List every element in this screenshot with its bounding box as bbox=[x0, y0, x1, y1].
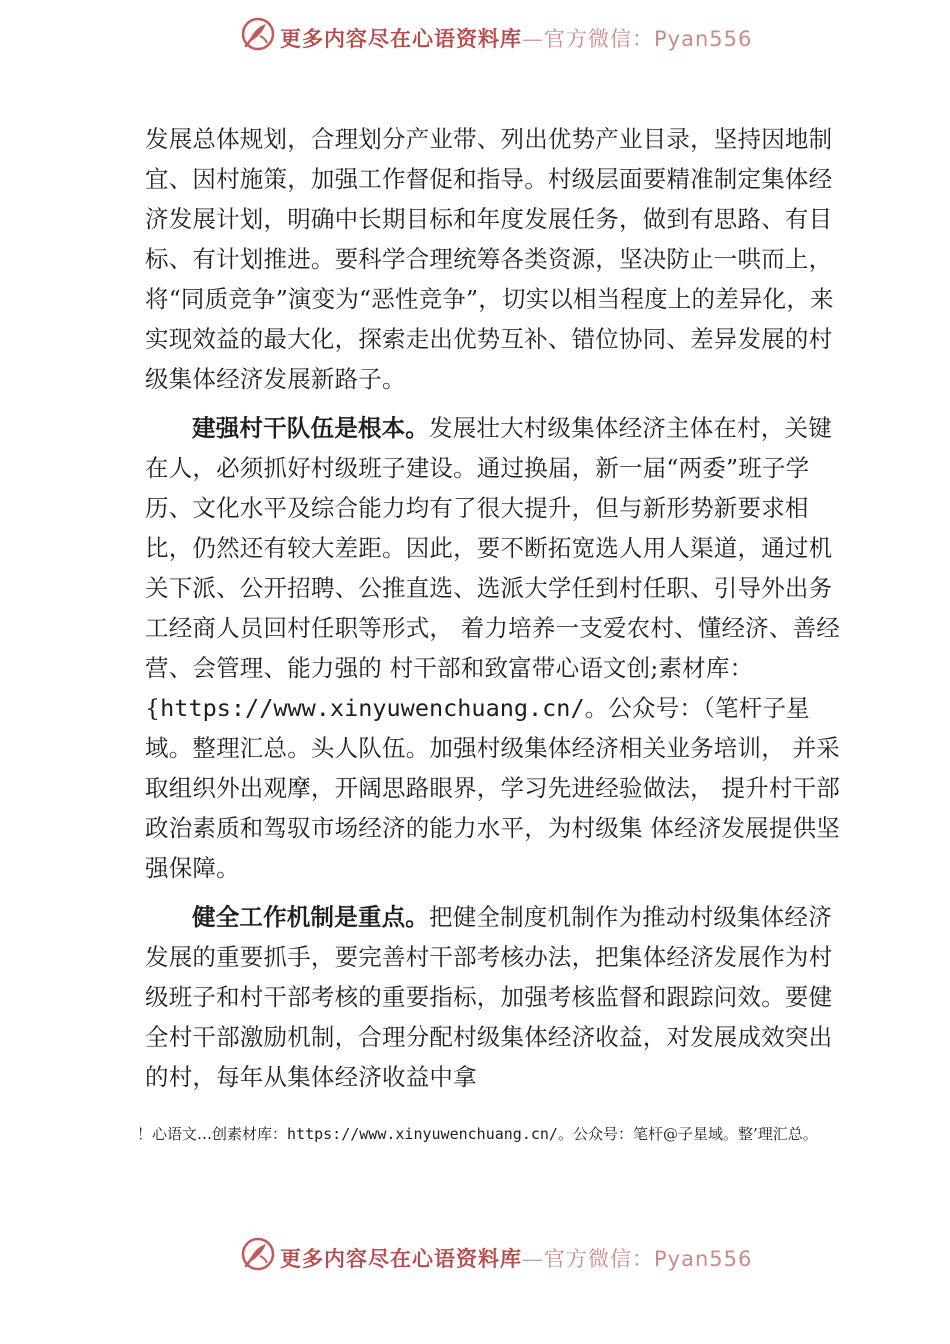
banner-separator: — bbox=[522, 1247, 544, 1271]
banner-wechat-label: 官方微信： bbox=[544, 1247, 654, 1271]
paragraph-2-heading: 建强村干队伍是根本。 bbox=[192, 414, 429, 442]
paragraph-2-text-b: 。公众号：（笔杆子星域。整理汇总。头人队伍。加强村级集体经济相关业务培训， 并采取组织外出观摩，开阔思路眼界，学习先进经验做法， 提升村干部政治素质和驾驭市场经济的能力水平，为村级集 体经济发展提供坚强保障。 bbox=[145, 694, 840, 882]
paragraph-1-text: 发展总体规划，合理划分产业带、列出优势产业目录，坚持因地制宜、因村施策，加强工作督促和指导。村级层面要精准制定集体经济发展计划，明确中长期目标和年度发展任务，做到有思路、有目标、有计划推进。要科学合理统筹各类资源，坚决防止一哄而上，将“同质竞争”演变为“恶性竞争”，切实以相当程度上的差异化，来实现效益的最大化，探索走出优势互补、错位协同、差异发展的村级集体经济发展新路子。 bbox=[145, 125, 834, 393]
banner-wechat-label: 官方微信： bbox=[544, 27, 654, 51]
banner-wechat-id: Pyan556 bbox=[654, 27, 753, 51]
xinyu-logo-icon bbox=[240, 1236, 276, 1272]
paragraph-2-link[interactable]: https://www.xinyuwenchuang.cn/ bbox=[160, 694, 585, 722]
paragraph-1 bbox=[145, 119, 845, 399]
banner-title: 更多内容尽在心语资料库 bbox=[280, 1246, 522, 1271]
paragraph-3-text: 把健全制度机制作为推动村级集体经济发展的重要抓手，要完善村干部考核办法，把集体经济发展作为村级班子和村干部考核的重要指标，加强考核监督和跟踪问效。要健全村干部激励机制，合理分配村级集体经济收益，对发展成效突出的村，每年从集体经济收益中拿 bbox=[145, 903, 833, 1091]
banner-wechat-id: Pyan556 bbox=[654, 1247, 753, 1271]
footer-banner bbox=[0, 1234, 950, 1278]
paragraph-2-text-a: 发展壮大村级集体经济主体在村，关键在人，必须抓好村级班子建设。通过换届，新一届“两委”班子学历、文化水平及综合能力均有了很大提升，但与新形势新要求相比，仍然还有较大差距。因此，要不断拓宽选人用人渠道，通过机关下派、公开招聘、公推直选、选派大学任到村任职、引导外出务工经商人员回村任职等形式， 着力培养一支爱农村、懂经济、善经营、会管理、能力强的 村干部和致富带心语文创;素材库：{ bbox=[145, 414, 840, 722]
footnote-prefix: ！心语文…创素材库： bbox=[137, 1125, 288, 1143]
paragraph-3-heading: 健全工作机制是重点。 bbox=[192, 903, 429, 931]
paragraph-2 bbox=[145, 408, 845, 888]
footnote bbox=[137, 1122, 847, 1147]
document-body bbox=[145, 119, 845, 1097]
footnote-suffix: 。公众号：笔杆@子星域。整’理汇总。 bbox=[557, 1125, 818, 1143]
banner-separator: — bbox=[522, 27, 544, 51]
banner-text bbox=[280, 1243, 752, 1273]
banner-title: 更多内容尽在心语资料库 bbox=[280, 26, 522, 51]
xinyu-logo-icon bbox=[240, 16, 276, 52]
header-banner bbox=[0, 14, 950, 58]
banner-text bbox=[280, 23, 752, 53]
footnote-link[interactable]: https://www.xinyuwenchuang.cn/ bbox=[287, 1125, 558, 1143]
paragraph-3 bbox=[145, 897, 845, 1097]
